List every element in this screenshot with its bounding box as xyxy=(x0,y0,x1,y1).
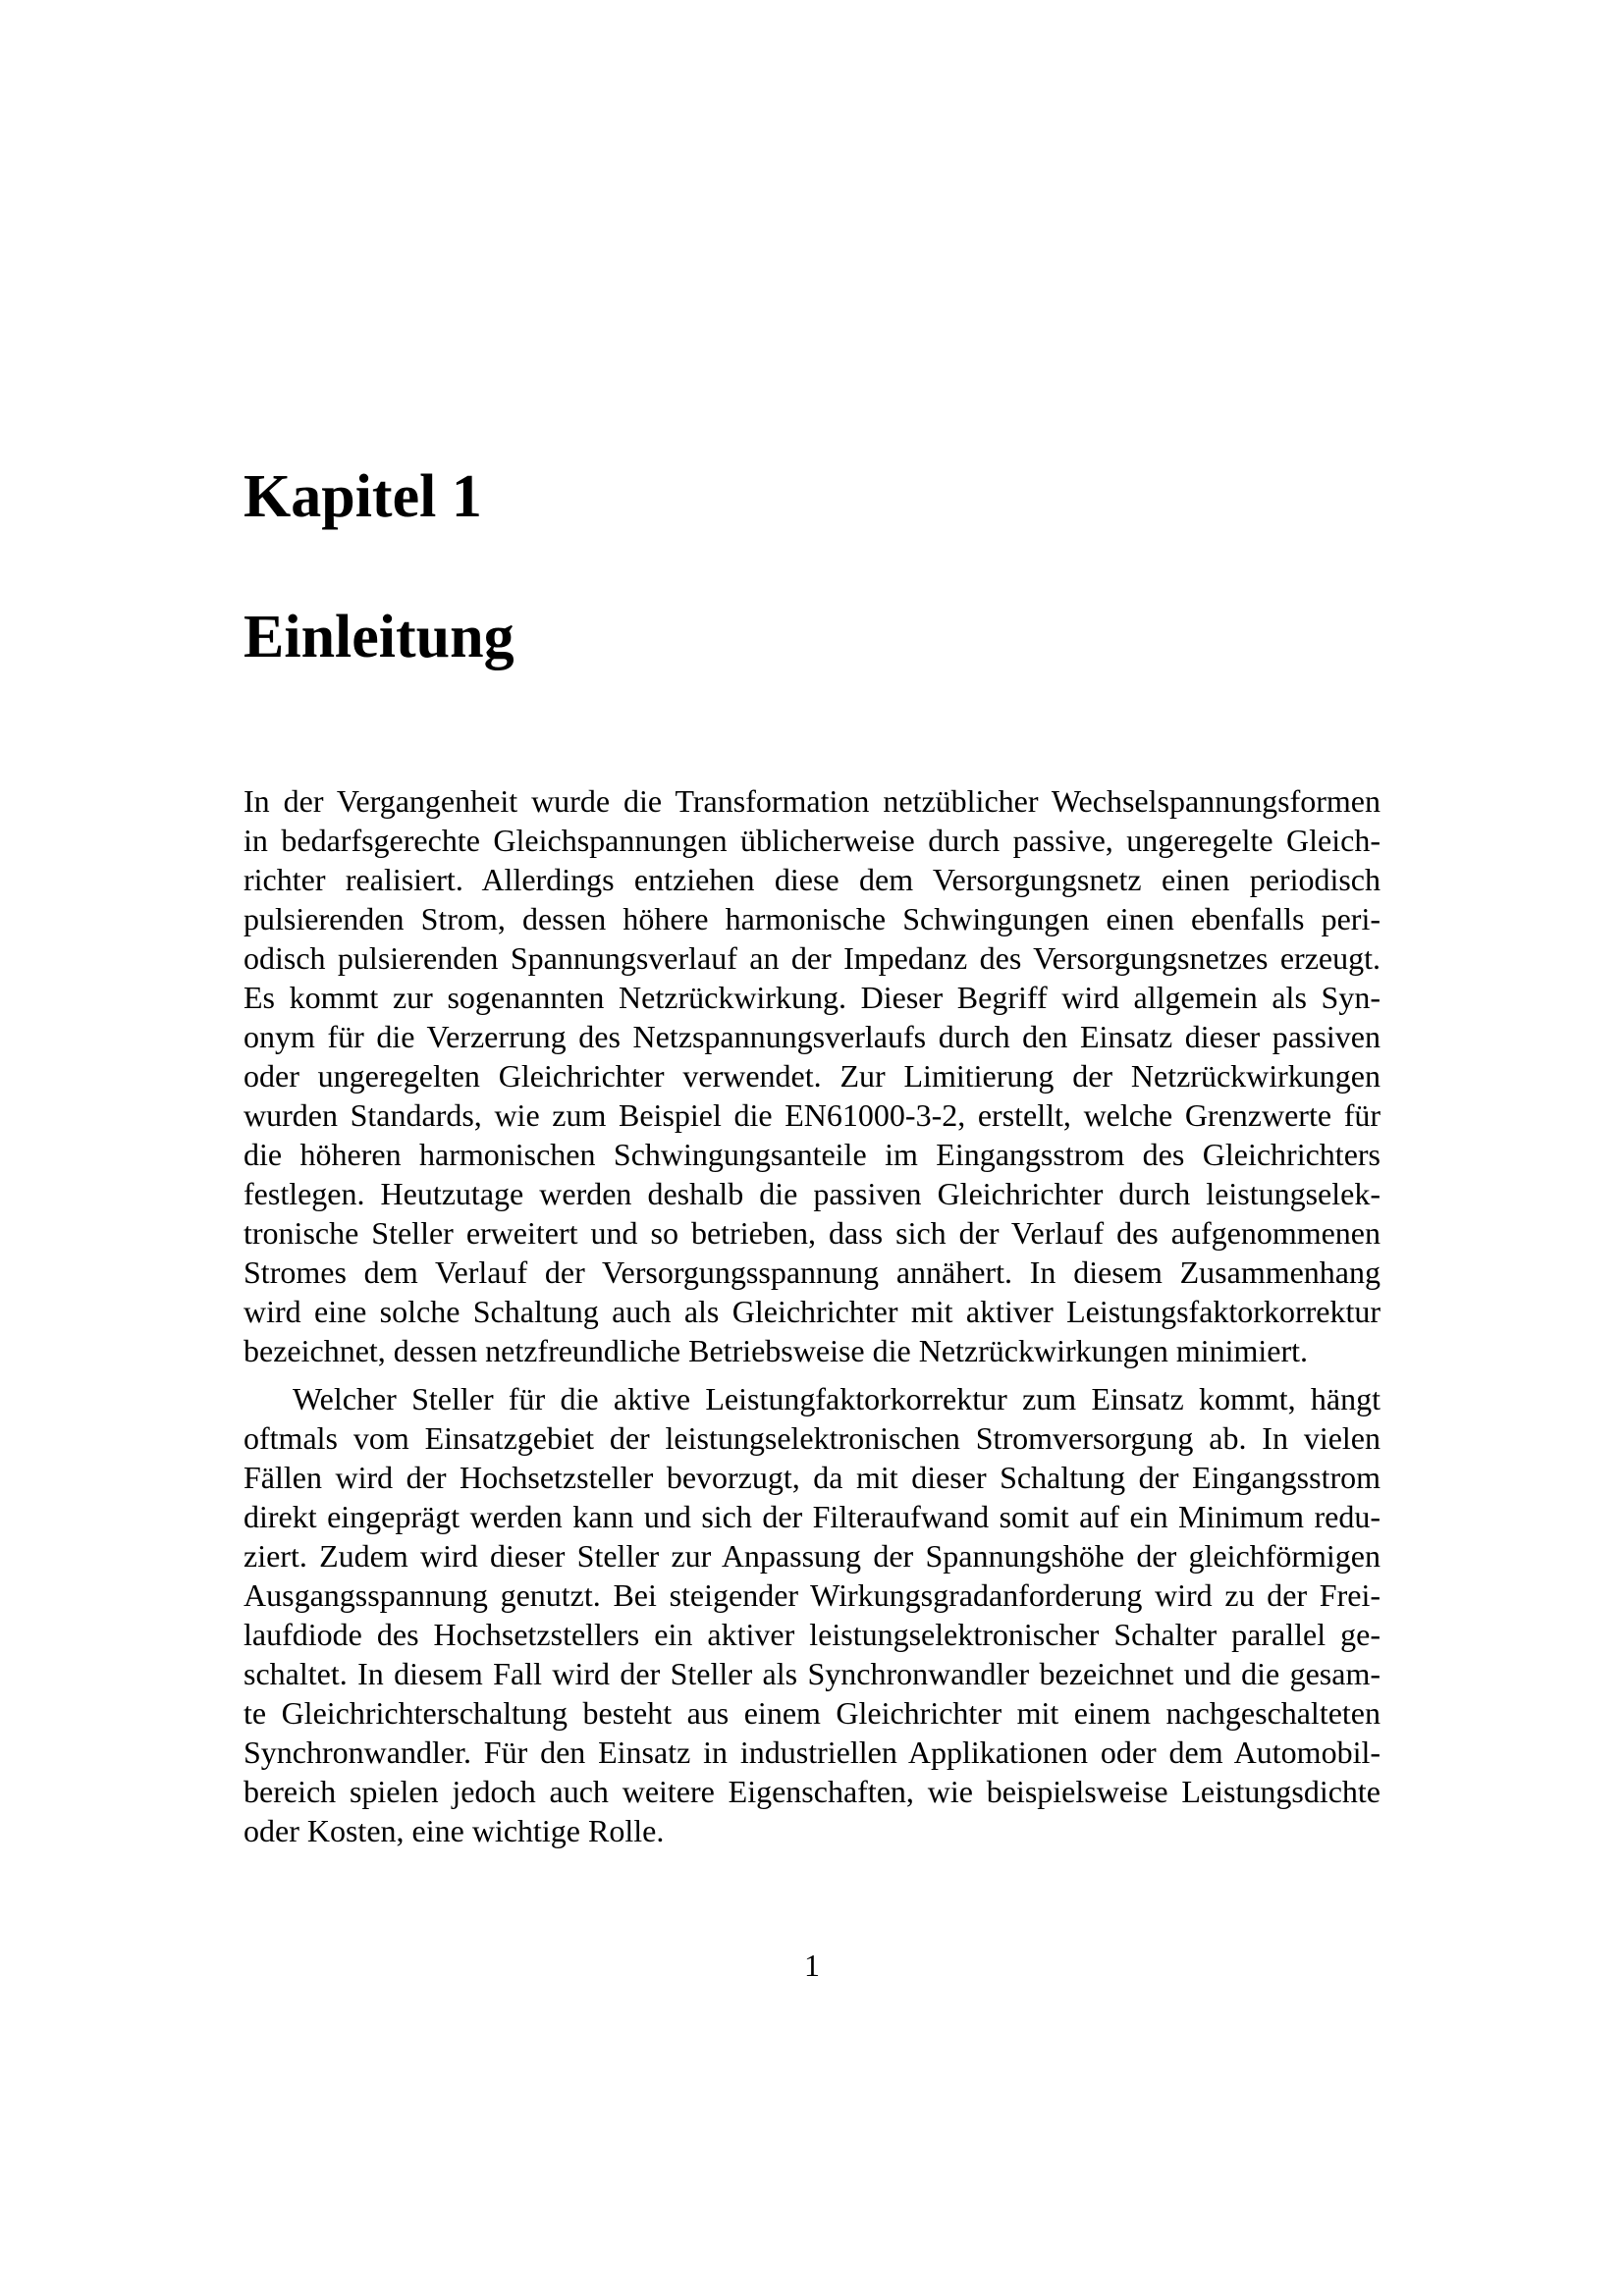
text-line: Welcher Steller für die aktive Leistungfaktorkorrektur zum Einsatz kommt, hängt xyxy=(293,1381,1380,1416)
text-line: die höheren harmonischen Schwingungsanteile im Eingangsstrom des Gleichrichters xyxy=(244,1137,1380,1172)
text-line: onym für die Verzerrung des Netzspannungsverlaufs durch den Einsatz dieser passiven xyxy=(244,1019,1380,1054)
text-line: festlegen. Heutzutage werden deshalb die passiven Gleichrichter durch leistungselek- xyxy=(244,1176,1380,1211)
text-line: Ausgangsspannung genutzt. Bei steigender Wirkungsgradanforderung wird zu der Frei- xyxy=(244,1577,1380,1613)
text-line: in bedarfsgerechte Gleichspannungen üblicherweise durch passive, ungeregelte Gleich- xyxy=(244,823,1380,858)
text-line: oder Kosten, eine wichtige Rolle. xyxy=(244,1813,665,1848)
text-line: bereich spielen jedoch auch weitere Eigenschaften, wie beispielsweise Leistungsdichte xyxy=(244,1774,1380,1809)
text-line: oftmals vom Einsatzgebiet der leistungselektronischen Stromversorgung ab. In vielen xyxy=(244,1420,1380,1456)
paragraph-2 xyxy=(244,1379,1380,1850)
text-line: laufdiode des Hochsetzstellers ein aktiver leistungselektronischer Schalter parallel ge- xyxy=(244,1617,1380,1652)
text-line: In der Vergangenheit wurde die Transformation netzüblicher Wechselspannungsformen xyxy=(244,783,1380,819)
text-line: oder ungeregelten Gleichrichter verwendet. Zur Limitierung der Netzrückwirkungen xyxy=(244,1058,1380,1094)
chapter-body xyxy=(244,781,1380,1850)
paragraph-1 xyxy=(244,781,1380,1370)
text-line: wurden Standards, wie zum Beispiel die EN61000-3-2, erstellt, welche Grenzwerte für xyxy=(244,1097,1380,1133)
text-line: odisch pulsierenden Spannungsverlauf an der Impedanz des Versorgungsnetzes erzeugt. xyxy=(244,940,1380,976)
text-line: Synchronwandler. Für den Einsatz in industriellen Applikationen oder dem Automobil- xyxy=(244,1735,1380,1770)
text-line: richter realisiert. Allerdings entziehen diese dem Versorgungsnetz einen periodisch xyxy=(244,862,1380,897)
text-line: direkt eingeprägt werden kann und sich der Filteraufwand somit auf ein Minimum redu- xyxy=(244,1499,1380,1534)
chapter-label: Kapitel 1 xyxy=(244,463,482,530)
page-number: 1 xyxy=(804,1948,820,1983)
text-line: schaltet. In diesem Fall wird der Steller als Synchronwandler bezeichnet und die gesam- xyxy=(244,1656,1380,1691)
paragraph-gap xyxy=(244,1370,1380,1379)
text-line: te Gleichrichterschaltung besteht aus einem Gleichrichter mit einem nachgeschalteten xyxy=(244,1695,1380,1731)
text-line: ziert. Zudem wird dieser Steller zur Anpassung der Spannungshöhe der gleichförmigen xyxy=(244,1538,1380,1574)
text-line: wird eine solche Schaltung auch als Gleichrichter mit aktiver Leistungsfaktorkorrektur xyxy=(244,1294,1380,1329)
chapter-title: Einleitung xyxy=(244,604,514,670)
text-line: tronische Steller erweitert und so betrieben, dass sich der Verlauf des aufgenommenen xyxy=(244,1215,1380,1251)
text-line: bezeichnet, dessen netzfreundliche Betriebsweise die Netzrückwirkungen minimiert. xyxy=(244,1333,1309,1368)
text-line: Es kommt zur sogenannten Netzrückwirkung. Dieser Begriff wird allgemein als Syn- xyxy=(244,980,1380,1015)
text-line: Fällen wird der Hochsetzsteller bevorzugt, da mit dieser Schaltung der Eingangsstrom xyxy=(244,1460,1380,1495)
text-line: Stromes dem Verlauf der Versorgungsspannung annähert. In diesem Zusammenhang xyxy=(244,1255,1380,1290)
text-line: pulsierenden Strom, dessen höhere harmonische Schwingungen einen ebenfalls peri- xyxy=(244,901,1380,936)
